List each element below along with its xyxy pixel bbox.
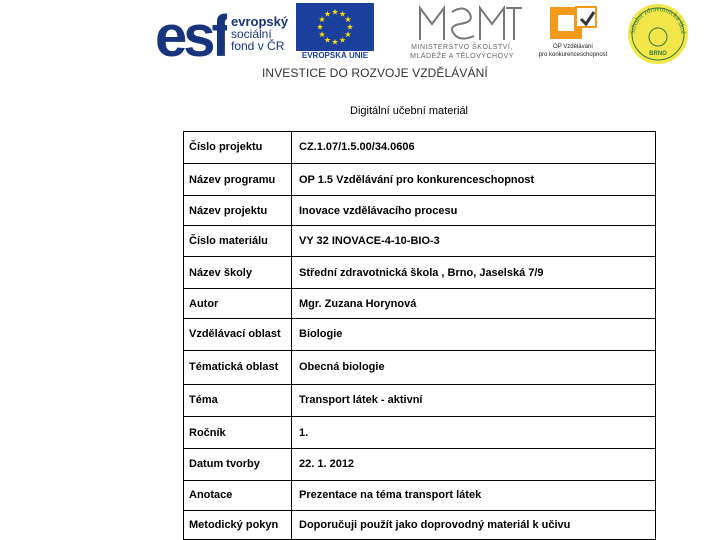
eu-star-icon — [347, 24, 353, 30]
row-label: Autor — [184, 289, 292, 319]
table-row — [184, 226, 656, 257]
row-label: Anotace — [184, 480, 292, 511]
row-value: CZ.1.07/1.5.00/34.0606 — [292, 132, 656, 164]
eu-label: EVROPSKÁ UNIE — [301, 51, 369, 60]
op-line-1: OP Vzdělávání — [553, 44, 593, 50]
eu-star-icon — [345, 31, 351, 37]
row-value: Střední zdravotnická škola , Brno, Jaselská 7/9 — [292, 256, 656, 289]
esf-word-1: evropský — [231, 14, 289, 29]
esf-word-3: fond v ČR — [231, 39, 285, 53]
eu-star-icon — [332, 9, 338, 15]
table-row — [184, 511, 656, 540]
school-seal-icon — [627, 3, 689, 65]
eu-star-icon — [319, 31, 325, 37]
row-label: Název programu — [184, 163, 292, 196]
row-label: Název školy — [184, 256, 292, 289]
eu-star-icon — [332, 39, 338, 45]
row-label: Téma — [184, 384, 292, 417]
table-row — [184, 289, 656, 319]
row-label: Číslo projektu — [184, 132, 292, 164]
table-row — [184, 480, 656, 511]
row-value: Inovace vzdělávacího procesu — [292, 196, 656, 226]
table-row — [184, 132, 656, 164]
eu-star-icon — [339, 11, 345, 17]
row-value: Doporučuji použít jako doprovodný materiál k učivu — [292, 511, 656, 540]
row-value: 1. — [292, 417, 656, 449]
row-value: Biologie — [292, 319, 656, 351]
esf-mark-icon — [155, 4, 227, 60]
esf-word-2: sociální — [231, 27, 272, 41]
row-value: OP 1.5 Vzdělávání pro konkurenceschopnost — [292, 163, 656, 196]
eu-star-icon — [339, 37, 345, 43]
row-label: Číslo materiálu — [184, 226, 292, 257]
table-row — [184, 384, 656, 417]
row-label: Název projektu — [184, 196, 292, 226]
eu-logo — [296, 3, 374, 61]
esf-logo — [155, 4, 289, 60]
svg-text:esf: esf — [155, 4, 227, 60]
esf-text — [231, 16, 288, 52]
op-mark-icon — [528, 4, 618, 44]
material-info-table — [183, 131, 656, 540]
msmt-line-2: MLÁDEŽE A TĚLOVÝCHOVY — [410, 53, 514, 60]
row-value: VY 32 INOVACE-4-10-BIO-3 — [292, 226, 656, 257]
eu-star-icon — [319, 16, 325, 22]
table-row — [184, 417, 656, 449]
svg-text:Střední zdravotnická škola: Střední zdravotnická škol — [628, 4, 688, 35]
svg-text:BRNO: BRNO — [649, 51, 667, 57]
op-line-2: pro konkurenceschopnost — [538, 52, 608, 58]
eu-star-icon — [324, 37, 330, 43]
msmt-line-1: MINISTERSTVO ŠKOLSTVÍ, — [411, 44, 513, 51]
msmt-logo — [398, 2, 526, 68]
row-label: Datum tvorby — [184, 448, 292, 480]
table-row — [184, 448, 656, 480]
row-value: 22. 1. 2012 — [292, 448, 656, 480]
table-row — [184, 350, 656, 384]
row-label: Tématická oblast — [184, 350, 292, 384]
row-value: Mgr. Zuzana Horynová — [292, 289, 656, 319]
row-label: Vzdělávací oblast — [184, 319, 292, 351]
table-row — [184, 319, 656, 351]
logo-strip — [0, 0, 720, 90]
row-label: Metodický pokyn — [184, 511, 292, 540]
row-value: Obecná biologie — [292, 350, 656, 384]
eu-flag-icon — [296, 3, 374, 51]
invest-tagline: INVESTICE DO ROZVOJE VZDĚLÁVÁNÍ — [262, 66, 488, 80]
msmt-mark-icon — [398, 2, 526, 44]
row-value: Transport látek - aktivní — [292, 384, 656, 417]
table-row — [184, 163, 656, 196]
table-row — [184, 196, 656, 226]
row-value: Prezentace na téma transport látek — [292, 480, 656, 511]
eu-star-icon — [324, 11, 330, 17]
eu-star-icon — [345, 16, 351, 22]
eu-star-icon — [317, 24, 323, 30]
row-label: Ročník — [184, 417, 292, 449]
op-logo — [528, 4, 618, 64]
page-title: Digitální učební materiál — [350, 105, 469, 117]
table-row — [184, 256, 656, 289]
